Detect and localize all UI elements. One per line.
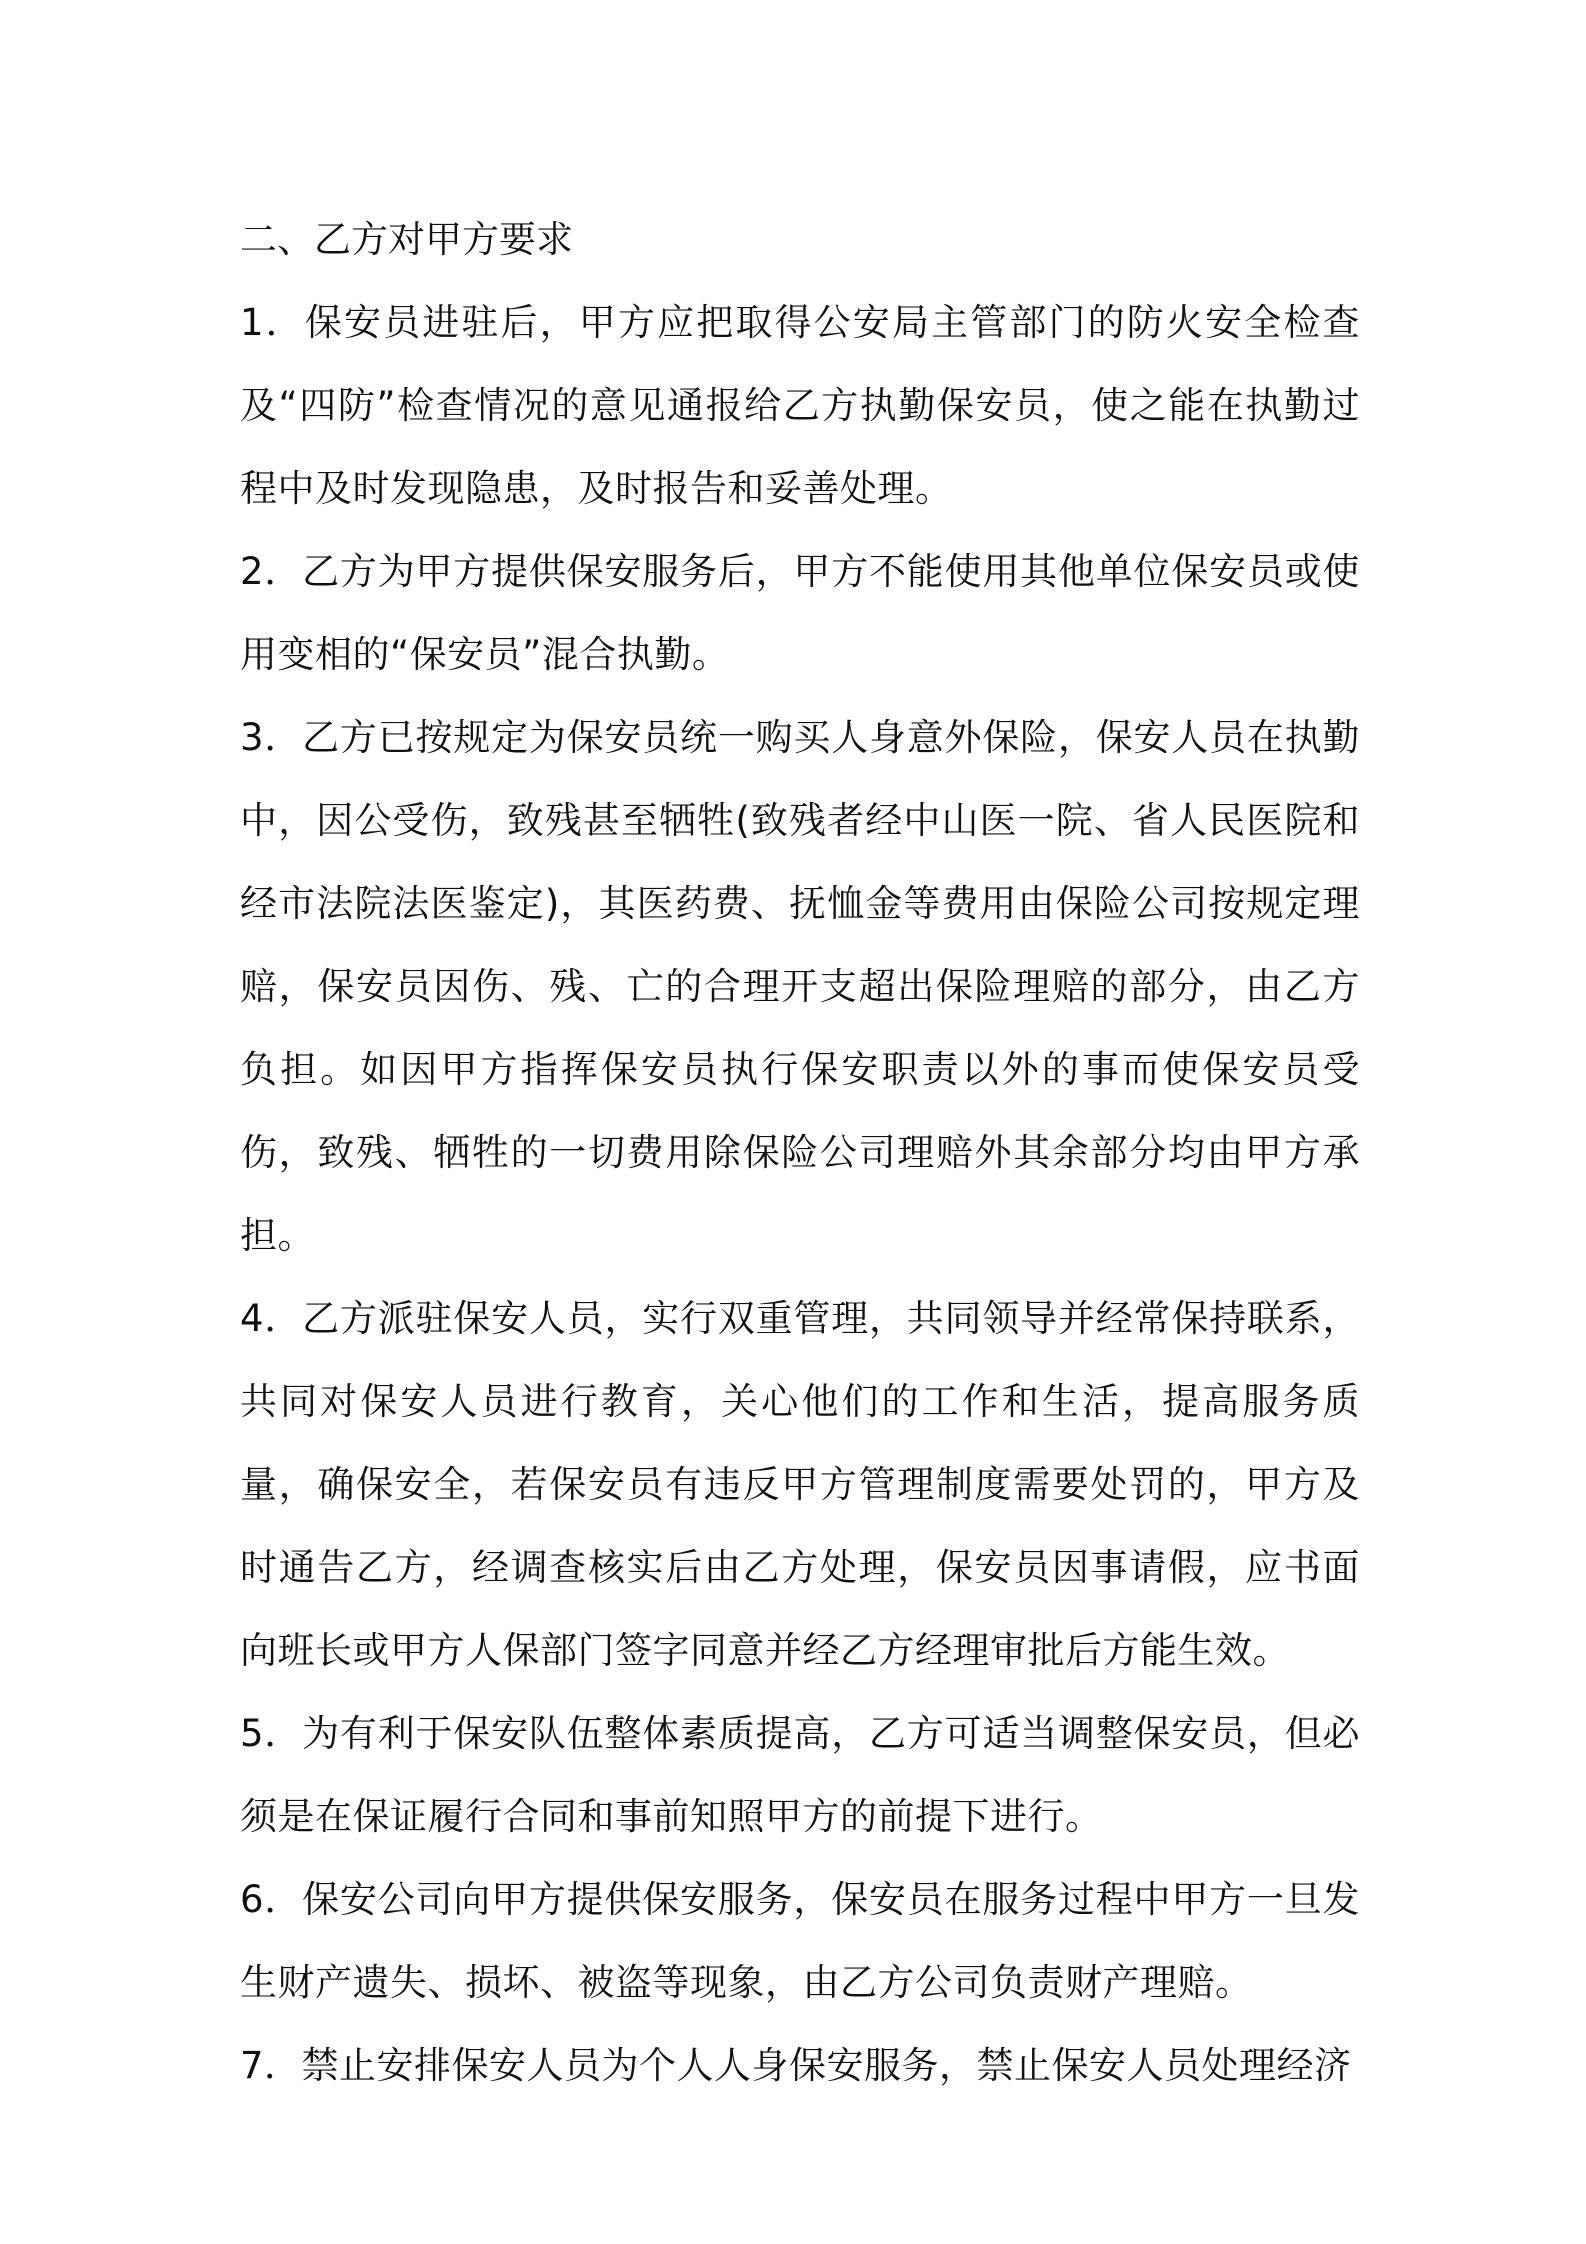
document-body <box>240 198 1360 2107</box>
clause-4: 4．乙方派驻保安人员，实行双重管理，共同领导并经常保持联系，共同对保安人员进行教育，关心他们的工作和生活，提高服务质量，确保安全，若保安员有违反甲方管理制度需要处罚的，甲方及时通告乙方，经调查核实后由乙方处理，保安员因事请假，应书面向班长或甲方人保部门签字同意并经乙方经理审批后方能生效。 <box>240 1297 1360 1672</box>
clause-2: 2．乙方为甲方提供保安服务后，甲方不能使用其他单位保安员或使用变相的“保安员”混合执勤。 <box>240 550 1360 676</box>
clause-5: 5．为有利于保安队伍整体素质提高，乙方可适当调整保安员，但必须是在保证履行合同和事前知照甲方的前提下进行。 <box>240 1712 1360 1838</box>
clause-7: 7．禁止安排保安人员为个人人身保安服务，禁止保安人员处理经济 <box>240 2044 1352 2087</box>
clause-3: 3．乙方已按规定为保安员统一购买人身意外保险，保安人员在执勤中，因公受伤，致残甚至牺牲(致残者经中山医一院、省人民医院和经市法院法医鉴定)，其医药费、抚恤金等费用由保险公司按规定理赔，保安员因伤、残、亡的合理开支超出保险理赔的部分，由乙方负担。如因甲方指挥保安员执行保安职责以外的事而使保安员受伤，致残、牺牲的一切费用除保险公司理赔外其余部分均由甲方承担。 <box>240 716 1360 1257</box>
section-heading: 二、乙方对甲方要求 <box>240 218 573 261</box>
clause-1: 1．保安员进驻后，甲方应把取得公安局主管部门的防火安全检查及“四防”检查情况的意见通报给乙方执勤保安员，使之能在执勤过程中及时发现隐患，及时报告和妥善处理。 <box>240 301 1360 510</box>
clause-6: 6．保安公司向甲方提供保安服务，保安员在服务过程中甲方一旦发生财产遗失、损坏、被盗等现象，由乙方公司负责财产理赔。 <box>240 1878 1360 2004</box>
